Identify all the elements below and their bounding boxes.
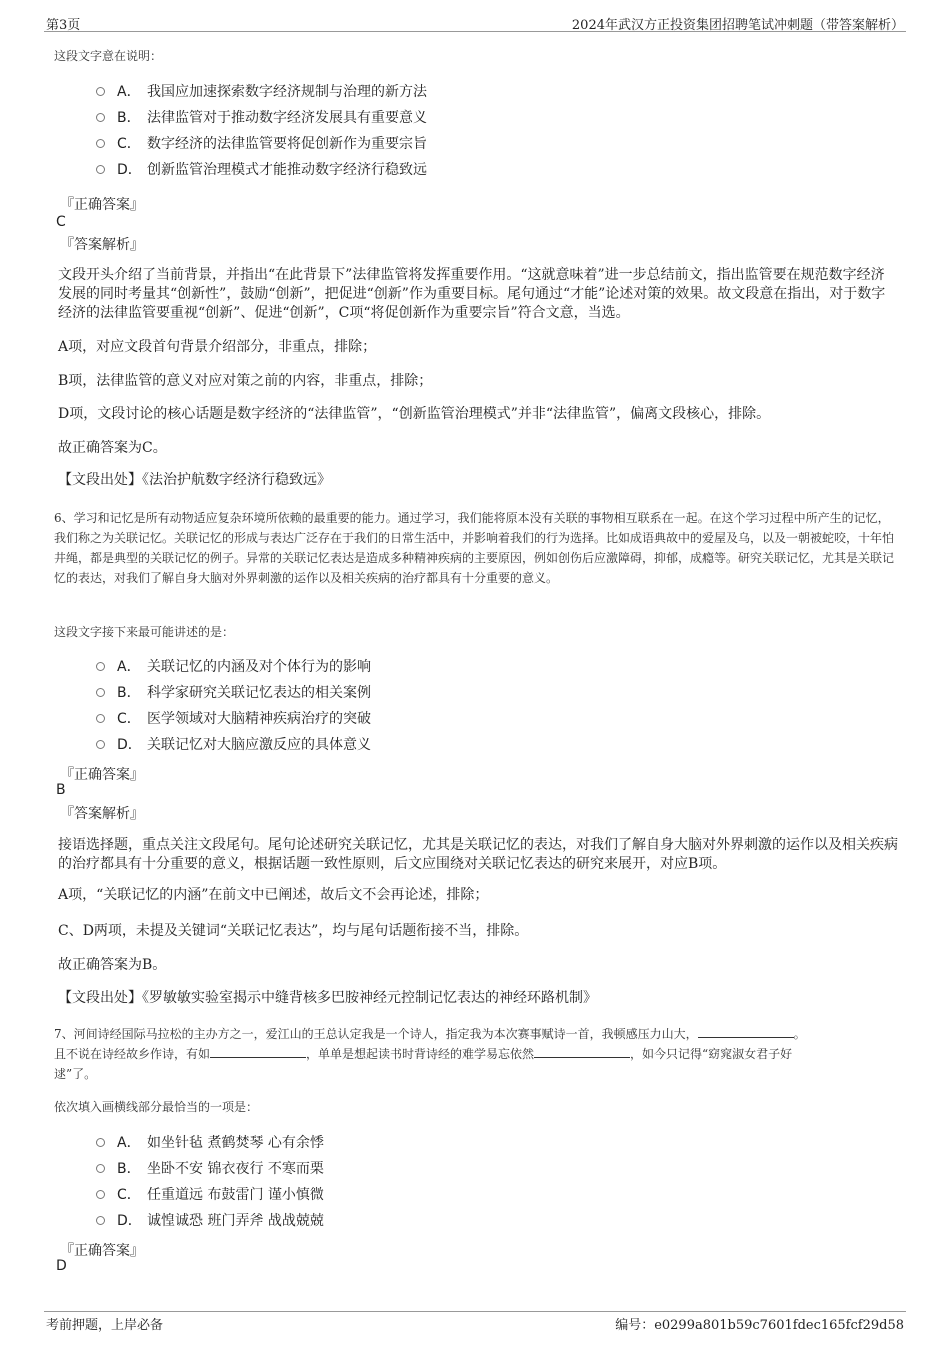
document-id: 编号：e0299a801b59c7601fdec165fcf29d58 <box>615 1318 904 1333</box>
q5-option-a[interactable]: A． 我国应加速探索数字经济规制与治理的新方法 <box>96 78 427 104</box>
radio-icon[interactable] <box>96 688 105 697</box>
footer-divider <box>44 1311 906 1312</box>
q7-passage: 7、河间诗经国际马拉松的主办方之一，爱江山的王总认定我是一个诗人，指定我为本次赛事赋诗一首，我顿感压力山大， 。 且不说在诗经故乡作诗，有如 ，单单是想起读书时背诗经的难学易忘依然 ，如今只记得“窈窕淑女君子好 逑”了。 <box>54 1027 806 1081</box>
fill-blank-2[interactable] <box>210 1045 306 1058</box>
radio-icon[interactable] <box>96 714 105 723</box>
q5-analysis-a: A项，对应文段首句背景介绍部分，非重点，排除； <box>58 339 377 355</box>
header-divider <box>44 31 906 32</box>
q5-option-b[interactable]: B． 法律监管对于推动数字经济发展具有重要意义 <box>96 104 427 130</box>
q7-option-b[interactable]: B． 坐卧不安 锦衣夜行 不寒而栗 <box>96 1155 324 1181</box>
q6-answer-label: 『正确答案』 <box>60 767 144 783</box>
radio-icon[interactable] <box>96 662 105 671</box>
q7-stem: 依次填入画横线部分最恰当的一项是： <box>54 1100 259 1114</box>
q6-passage: 6、学习和记忆是所有动物适应复杂环境所依赖的最重要的能力。通过学习，我们能将原本没有关联的事物相互联系在一起。在这个学习过程中所产生的记忆，我们称之为关联记忆。关联记忆的形成与表达广泛存在于我们的日常生活中，并影响着我们的行为选择。比如成语典故中的爱屋及乌，以及一朝被蛇咬，十年怕井绳，都是典型的关联记忆的例子。异常的关联记忆表达是造成多种精神疾病的主要原因，例如创伤后应激障碍，抑郁，成瘾等。研究关联记忆，尤其是关联记忆的表达，对我们了解自身大脑对外界刺激的运作以及相关疾病的治疗都具有十分重要的意义。 <box>54 511 895 585</box>
q6-option-b[interactable]: B． 科学家研究关联记忆表达的相关案例 <box>96 679 371 705</box>
q5-option-d[interactable]: D． 创新监管治理模式才能推动数字经济行稳致远 <box>96 156 427 182</box>
q7-answer-label: 『正确答案』 <box>60 1243 144 1259</box>
q6-analysis-main: 接语选择题，重点关注文段尾句。尾句论述研究关联记忆，尤其是关联记忆的表达，对我们了解自身大脑对外界刺激的运作以及相关疾病的治疗都具有十分重要的意义，根据话题一致性原则，后文应围绕对关联记忆表达的研究来展开，对应B项。 <box>58 837 898 872</box>
q5-stem: 这段文字意在说明： <box>54 49 163 63</box>
q6-option-d[interactable]: D． 关联记忆对大脑应激反应的具体意义 <box>96 731 371 757</box>
radio-icon[interactable] <box>96 740 105 749</box>
document-title: 2024年武汉方正投资集团招聘笔试冲刺题（带答案解析） <box>571 18 904 33</box>
q6-analysis-cd: C、D两项，未提及关键词“关联记忆表达”，均与尾句话题衔接不当，排除。 <box>58 923 529 939</box>
radio-icon[interactable] <box>96 1138 105 1147</box>
radio-icon[interactable] <box>96 1190 105 1199</box>
fill-blank-3[interactable] <box>534 1045 630 1058</box>
q7-option-d[interactable]: D． 诚惶诚恐 班门弄斧 战战兢兢 <box>96 1207 324 1233</box>
q7-option-a[interactable]: A． 如坐针毡 煮鹤焚琴 心有余悸 <box>96 1129 324 1155</box>
q6-analysis-conclusion: 故正确答案为B。 <box>58 957 167 973</box>
q6-option-c[interactable]: C． 医学领域对大脑精神疾病治疗的突破 <box>96 705 371 731</box>
q5-source: 【文段出处】《法治护航数字经济行稳致远》 <box>58 472 331 488</box>
q7-answer: D <box>56 1258 67 1274</box>
q5-analysis-main: 文段开头介绍了当前背景，并指出“在此背景下”法律监管将发挥重要作用。“这就意味着”进一步总结前文，指出监管要在规范数字经济发展的同时考量其“创新性”，鼓励“创新”，把促进“创新”作为重要目标。尾句通过“才能”论述对策的效果。故文段意在指出，对于数字经济的法律监管要重视“创新”、促进“创新”，C项“将促创新作为重要宗旨”符合文意，当选。 <box>58 267 886 321</box>
fill-blank-1[interactable] <box>698 1025 794 1038</box>
q6-answer: B <box>56 782 66 798</box>
q7-option-c[interactable]: C． 任重道远 布鼓雷门 谨小慎微 <box>96 1181 324 1207</box>
q6-option-a[interactable]: A． 关联记忆的内涵及对个体行为的影响 <box>96 653 371 679</box>
radio-icon[interactable] <box>96 1164 105 1173</box>
q5-analysis-d: D项，文段讨论的核心话题是数字经济的“法律监管”，“创新监管治理模式”并非“法律监管”，偏离文段核心，排除。 <box>58 406 771 422</box>
q5-analysis-conclusion: 故正确答案为C。 <box>58 440 167 456</box>
q5-analysis-label: 『答案解析』 <box>60 237 144 253</box>
page-number: 第3页 <box>46 18 81 33</box>
q6-source: 【文段出处】《罗敏敏实验室揭示中缝背核多巴胺神经元控制记忆表达的神经环路机制》 <box>58 990 597 1006</box>
q5-answer: C <box>56 214 66 230</box>
q5-option-c[interactable]: C． 数字经济的法律监管要将促创新作为重要宗旨 <box>96 130 427 156</box>
radio-icon[interactable] <box>96 87 105 96</box>
radio-icon[interactable] <box>96 1216 105 1225</box>
q5-answer-label: 『正确答案』 <box>60 197 144 213</box>
radio-icon[interactable] <box>96 113 105 122</box>
q5-analysis-b: B项，法律监管的意义对应对策之前的内容，非重点，排除； <box>58 373 433 389</box>
q6-analysis-a: A项，“关联记忆的内涵”在前文中已阐述，故后文不会再论述，排除； <box>58 887 489 903</box>
footer-slogan: 考前押题，上岸必备 <box>46 1318 164 1333</box>
radio-icon[interactable] <box>96 139 105 148</box>
q6-analysis-label: 『答案解析』 <box>60 806 144 822</box>
radio-icon[interactable] <box>96 165 105 174</box>
q6-stem: 这段文字接下来最可能讲述的是： <box>54 625 235 639</box>
